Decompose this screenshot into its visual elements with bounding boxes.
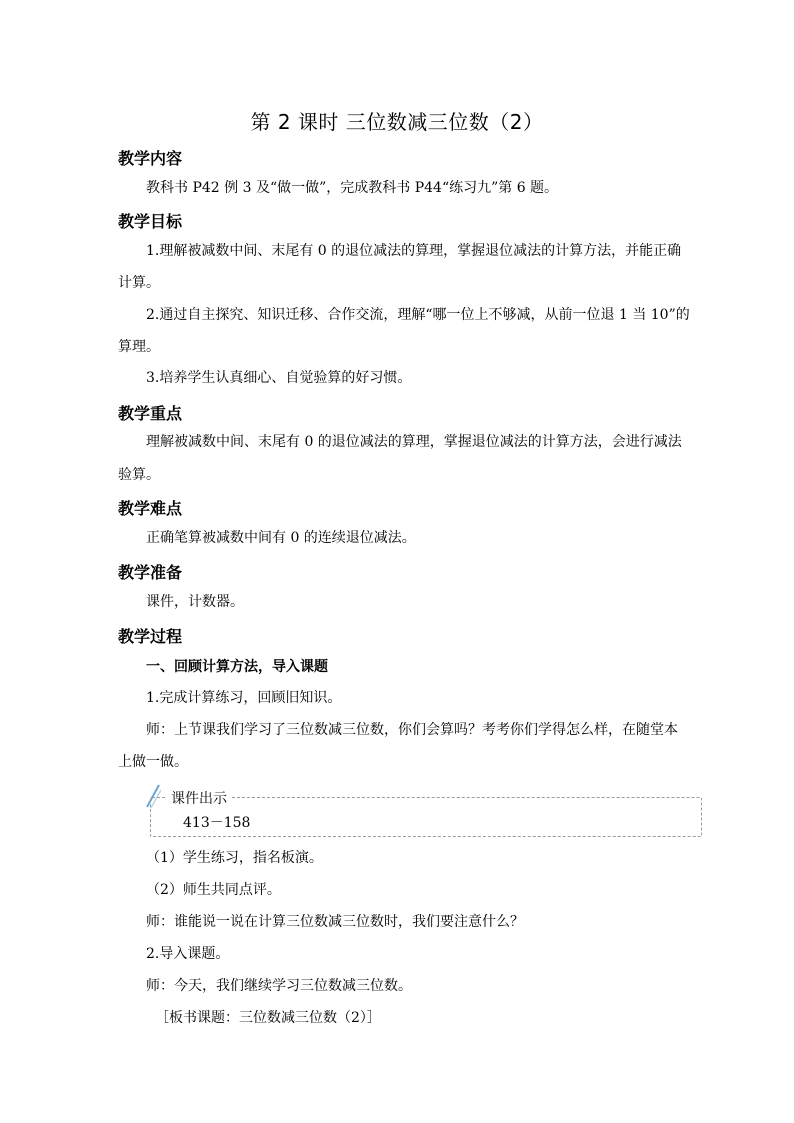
heading-teaching-goals: 教学目标 [118, 212, 183, 231]
teacher-line-1-cont: 上做一做。 [118, 754, 188, 770]
goal-2-line-2: 算理。 [118, 339, 160, 355]
goal-1-line-2: 计算。 [118, 275, 160, 291]
goal-3: 3.培养学生认真细心、自觉验算的好习惯。 [146, 370, 412, 386]
goal-2-line-1: 2.通过自主探究、知识迁移、合作交流，理解“哪一位上不够减，从前一位退 1 当 10”的 [146, 307, 690, 323]
content-text: 教科书 P42 例 3 及“做一做”，完成教科书 P44“练习九”第 6 题。 [146, 180, 559, 196]
courseware-label: 课件出示 [167, 788, 231, 808]
heading-difficulty: 教学难点 [118, 499, 183, 518]
preparation-text: 课件，计数器。 [146, 594, 244, 610]
heading-teaching-content: 教学内容 [118, 149, 183, 168]
substep-2: （2）师生共同点评。 [146, 882, 281, 898]
teacher-line-2: 师：谁能说一说在计算三位数减三位数时，我们要注意什么？ [146, 914, 524, 930]
courseware-box [150, 791, 702, 837]
heading-preparation: 教学准备 [118, 563, 183, 582]
process-subheading: 一、回顾计算方法，导入课题 [146, 659, 328, 675]
board-title: ［板书课题：三位数减三位数（2）］ [155, 1010, 381, 1026]
key-line-1: 理解被减数中间、末尾有 0 的退位减法的算理，掌握退位减法的计算方法，会进行减法 [146, 434, 682, 450]
substep-1: （1）学生练习，指名板演。 [146, 850, 323, 866]
difficulty-text: 正确笔算被减数中间有 0 的连续退位减法。 [146, 530, 416, 546]
process-step-2: 2.导入课题。 [146, 946, 230, 962]
process-step-1: 1.完成计算练习，回顾旧知识。 [146, 690, 342, 706]
heading-teaching-process: 教学过程 [118, 627, 183, 646]
teacher-line-3: 师：今天，我们继续学习三位数减三位数。 [146, 978, 412, 994]
page-title: 第 2 课时 三位数减三位数（2） [250, 110, 544, 134]
key-line-2: 验算。 [118, 467, 160, 483]
heading-key-points: 教学重点 [118, 404, 183, 423]
courseware-expression: 413－158 [183, 815, 251, 831]
teacher-line-1: 师：上节课我们学习了三位数减三位数，你们会算吗？考考你们学得怎么样，在随堂本 [146, 722, 678, 738]
goal-1-line-1: 1.理解被减数中间、末尾有 0 的退位减法的算理，掌握退位减法的计算方法，并能正确 [146, 243, 682, 259]
